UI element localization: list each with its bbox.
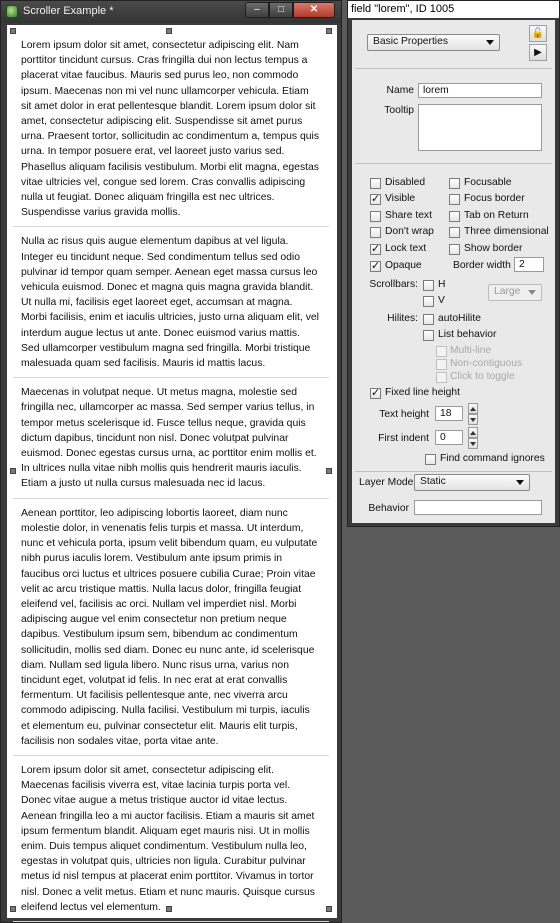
name-label: Name [386,85,414,96]
visible-checkbox[interactable] [370,194,381,205]
tooltip-field[interactable] [418,104,542,151]
card-area [7,25,337,918]
stepper-up-icon[interactable] [468,403,478,414]
focusable-checkbox[interactable] [449,178,460,189]
lorem-field[interactable] [13,31,329,923]
multi-line-label: Multi-line [450,345,492,356]
click-to-toggle-checkbox[interactable] [436,372,447,383]
selection-handle-bottom-right[interactable] [326,906,332,912]
auto-hilite-label: autoHilite [438,313,481,324]
list-behavior-label: List behavior [438,329,497,340]
tab-on-return-checkbox[interactable] [449,211,460,222]
scrollbar-h-label: H [438,279,446,290]
behavior-field[interactable] [414,500,542,515]
window-controls [245,2,335,18]
lock-text-checkbox[interactable] [370,244,381,255]
scrollbar-v-label: V [438,295,445,306]
field-paragraph: Nulla ac risus quis augue elementum dapibus at vel ligula. Integer eu tincidunt neque. Sed condimentum tellus sed odio pulvinar id tempor quam semper. Aenean eget massa cursus leo vehicula euismod. Donec et magna quis magna gravida blandit. Ut nulla mi, facilisis eget laoreet eget, accumsan at magna. Morbi facilisis, enim et iaculis ultricies, justo urna aliquam elit, vel interdum augue lectus ut ante. Donec euismod varius mattis. Sed ullamcorper vestibulum magna sed fringilla. Morbi tristique malesuada quam sed facilisis. Mauris id mattis lacus. [13,227,329,378]
scrollbars-label: Scrollbars: [369,279,418,290]
text-height-label: Text height [379,409,429,420]
lock-text-label: Lock text [385,243,427,254]
text-height-stepper[interactable] [468,403,478,425]
border-width-field[interactable]: 2 [514,257,544,272]
scrollbar-size-value: Large [494,286,521,297]
app-icon [6,5,18,18]
selection-handle-bottom[interactable] [166,906,172,912]
focus-border-checkbox[interactable] [449,194,460,205]
field-paragraph: Maecenas in volutpat neque. Ut metus magna, molestie sed fringilla nec, ullamcorper ac massa. Sed semper varius tellus, in tempor metus scelerisque id. Fusce tellus neque, gravida quis dictum dapibus, tincidunt non nisl. Donec volutpat pulvinar euismod. Donec egestas cursus urna, ac porttitor enim mollis et. In ultrices nulla vitae nibh mollis quis hendrerit mauris iaculis. Etiam a justo ut nulla cursus malesuada nec id lacus. [13,378,329,498]
maximize-button[interactable]: □ [269,2,293,18]
dont-wrap-label: Don't wrap [385,226,434,237]
auto-hilite-checkbox[interactable] [423,314,434,325]
first-indent-stepper[interactable] [468,427,478,449]
border-width-label: Border width [453,260,511,271]
show-border-label: Show border [464,243,523,254]
window-titlebar[interactable] [1,1,341,23]
disabled-checkbox[interactable] [370,178,381,189]
close-button[interactable]: ✕ [293,2,335,18]
click-to-toggle-label: Click to toggle [450,371,515,382]
stepper-down-icon[interactable] [468,438,478,449]
multi-line-checkbox[interactable] [436,346,447,357]
selection-handle-left[interactable] [10,468,16,474]
divider [355,68,552,69]
selection-handle-top-right[interactable] [326,28,332,34]
selection-handle-top-left[interactable] [10,28,16,34]
dont-wrap-checkbox[interactable] [370,227,381,238]
chevron-down-icon [528,290,536,295]
fixed-line-height-checkbox[interactable] [370,388,381,399]
selection-handle-right[interactable] [326,468,332,474]
non-contiguous-label: Non-contiguous [450,358,523,369]
disabled-label: Disabled [385,177,426,188]
window-title: Scroller Example * [23,5,114,17]
inspector-title: field "lorem", ID 1005 [351,3,455,15]
first-indent-label: First indent [378,433,429,444]
selection-handle-top[interactable] [166,28,172,34]
three-dimensional-checkbox[interactable] [449,227,460,238]
section-select[interactable] [367,34,500,51]
focus-border-label: Focus border [464,193,525,204]
list-behavior-checkbox[interactable] [423,330,434,341]
selection-handle-bottom-left[interactable] [10,906,16,912]
minimize-button[interactable]: – [245,2,269,18]
hilites-label: Hilites: [387,313,418,324]
opaque-checkbox[interactable] [370,261,381,272]
scrollbar-v-checkbox[interactable] [423,296,434,307]
layer-mode-label: Layer Mode [359,477,414,488]
field-paragraph: Lorem ipsum dolor sit amet, consectetur adipiscing elit. Nam porttitor tincidunt cursus. Cras fringilla dui non lectus tempus a placerat vitae faucibus. Mauris sed purus leo, non commodo ipsum. Maecenas non mi vel nunc ullamcorper vehicula. Etiam sit amet dolor in erat pellentesque blandit. Lorem ipsum dolor sit amet, consectetur adipiscing elit. Suspendisse sit amet purus urna. Praesent tortor, sollicitudin ac condimentum a, tempus quis urna. In tempor posuere erat, vel laoreet justo varius sed. Phasellus aliquam facilisis vestibulum. Morbi elit magna, egestas vitae ultricies vel, congue sed lorem. Cras convallis adipiscing nulla ut feugiat. Donec aliquam fringilla est nec ultrices. Suspendisse varius gravida mollis. [13,31,329,227]
text-height-field[interactable]: 18 [435,406,463,421]
inspector-panel [352,20,555,523]
play-icon[interactable]: ▶ [529,44,547,61]
find-command-ignores-checkbox[interactable] [425,454,436,465]
fixed-line-height-label: Fixed line height [385,387,460,398]
scrollbar-size-select[interactable] [488,284,542,301]
opaque-label: Opaque [385,260,422,271]
field-paragraph: Lorem ipsum dolor sit amet, consectetur adipiscing elit. Maecenas facilisis viverra est, vitae lacinia turpis porta vel. Donec vitae augue a metus tristique auctor id vitae lectus. Aenean fringilla leo a mi auctor facilisis. Etiam a mauris sit amet ipsum fermentum blandit. Aliquam eget mauris nisi. Ut in mollis enim. Duis tempus aliquet condimentum. Vestibulum nulla leo, egestas in volutpat quis, ultricies non ligula. Curabitur pulvinar metus id nisl tempus at placerat enim porttitor. Vivamus in tortor nisl. Donec a velit metus. Etiam et nunc mauris. Quisque cursus eleifend lectus vel elementum. [13,756,329,922]
stepper-down-icon[interactable] [468,414,478,425]
stepper-up-icon[interactable] [468,427,478,438]
divider [355,163,552,164]
chevron-down-icon [486,40,494,45]
tooltip-label: Tooltip [384,105,414,116]
share-text-label: Share text [385,210,432,221]
focusable-label: Focusable [464,177,512,188]
tab-on-return-label: Tab on Return [464,210,529,221]
lock-icon[interactable]: 🔓 [529,25,547,42]
field-paragraph: Aenean porttitor, leo adipiscing lobortis laoreet, diam nunc molestie dolor, in venenatis felis turpis et massa. Ut interdum, nunc et vehicula porta, ipsum velit bibendum quam, eu vulputate nibh purus iaculis lorem. Vestibulum ante ipsum primis in faucibus orci luctus et ultrices posuere cubilia Curae; Proin vitae velit ac arcu tristique mattis. Nulla lacus dolor, fringilla feugiat eleifend vel, facilisis ac orci. Nullam vel imperdiet nisl. Morbi adipiscing augue vel enim consectetur non pretium neque dapibus. Vestibulum ipsum sem, bibendum ac condimentum sollicitudin, mollis sed diam. Donec eu nunc ante, id scelerisque diam. Nullam sed ligula libero. Nunc risus urna, varius non tincidunt eget, volutpat id felis. In nec erat at erat convallis fermentum. Ut facilisis pellentesque ante, nec viverra arcu commodo adipiscing. Nulla facilisi. Vestibulum mi turpis, iaculis et elementum eu, pulvinar consectetur elit. Mauris elit turpis, facilisis non sodales vitae, porta vitae ante. [13,499,329,756]
three-dimensional-label: Three dimensional [464,226,549,237]
non-contiguous-checkbox[interactable] [436,359,447,370]
inspector-titlebar[interactable] [348,1,559,18]
show-border-checkbox[interactable] [449,244,460,255]
first-indent-field[interactable]: 0 [435,430,463,445]
share-text-checkbox[interactable] [370,211,381,222]
name-field[interactable]: lorem [418,83,542,98]
section-select-value: Basic Properties [373,36,448,47]
find-command-ignores-label: Find command ignores [440,453,545,464]
scrollbar-h-checkbox[interactable] [423,280,434,291]
divider [355,471,552,472]
property-inspector-window [347,0,560,527]
behavior-label: Behavior [368,503,409,514]
visible-label: Visible [385,193,416,204]
layer-mode-select[interactable] [414,474,530,491]
chevron-down-icon [516,480,524,485]
layer-mode-value: Static [420,476,446,487]
